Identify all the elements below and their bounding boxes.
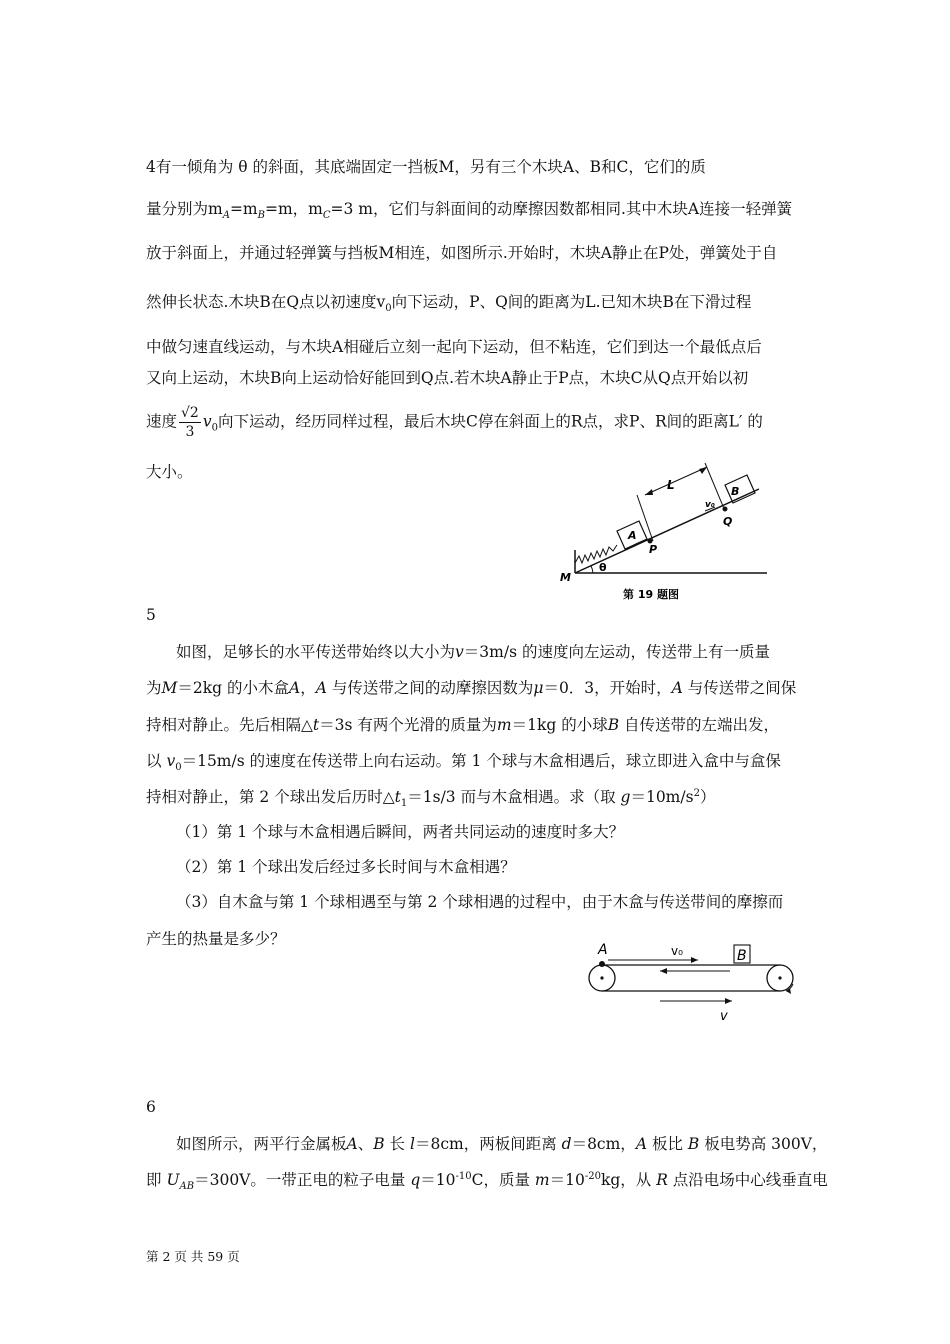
- p4-line-4: 然伸长状态.木块B在Q点以初速度$v_0$向下运动，P、Q间的距离为L.已知木块B在下滑过程: [146, 293, 752, 315]
- p4-line-5: 中做匀速直线运动，与木块A相碰后立刻一起向下运动，但不粘连，它们到达一个最低点后: [146, 338, 762, 356]
- figure-caption: 第 19 题图: [623, 588, 679, 601]
- label-P: P: [649, 543, 658, 556]
- label-v0: v₀: [705, 500, 715, 510]
- p5-question-3: （3）自木盒与第 1 个球相遇至与第 2 个球相遇的过程中，由于木盒与传送带间的摩擦而: [176, 893, 784, 911]
- p4-line-2: 量分别为$m_A=m_B=m$，$m_C=3$ m，它们与斜面间的动摩擦因数都相同.其中木块A连接一轻弹簧: [146, 200, 793, 222]
- p4-line-8: 大小。: [146, 463, 193, 481]
- p4-line-3: 放于斜面上，并通过轻弹簧与挡板M相连，如图所示.开始时，木块A静止在P处，弹簧处于自: [146, 244, 778, 262]
- p5-line-5: 持相对静止，第 2 个球出发后历时$\triangle t_1=1s/3$ 而与木盒相遇。求（取 $g=10m/s^2$）: [146, 787, 716, 810]
- p5-question-3-cont: 产生的热量是多少？: [146, 930, 286, 948]
- label-a: A: [598, 942, 608, 958]
- p4-line-1: 4有一倾角为 θ 的斜面，其底端固定一挡板M，另有三个木块A、B和C，它们的质: [146, 158, 706, 176]
- p5-question-1: （1）第 1 个球与木盒相遇后瞬间，两者共同运动的速度时多大？: [176, 823, 625, 841]
- conveyor-figure: [580, 935, 810, 1030]
- label-L: L: [667, 478, 675, 492]
- p5-line-3: 持相对静止。先后相隔△t＝3s 有两个光滑的质量为m＝1kg 的小球B 自传送带的左端出发，: [146, 716, 780, 734]
- p6-line-1: 如图所示，两平行金属板A、B 长 l＝8cm，两板间距离 d＝8cm，A 板比 B 板电势高 300V，: [176, 1135, 828, 1153]
- p5-line-2: 为M＝2kg 的小木盒A，A 与传送带之间的动摩擦因数为μ＝0．3，开始时，A 与传送带之间保: [146, 679, 797, 697]
- label-v: v: [720, 1009, 728, 1024]
- label-b: B: [737, 948, 747, 964]
- p6-number: 6: [146, 1098, 156, 1116]
- incline-figure: [555, 455, 775, 605]
- label-Q: Q: [723, 515, 733, 528]
- label-A: A: [628, 529, 637, 542]
- p4-line-7: 速度 $\frac{√2}{3}$ $v_0$向下运动，经历同样过程，最后木块C停在斜面上的R点，求P、R间的距离L′ 的: [146, 405, 763, 440]
- p6-line-2: 即 $U_{AB}=300V$。一带正电的粒子电量 $q=10^{-10}C$，质量 $m=10^{-20}kg$，从 R 点沿电场中心线垂直电: [146, 1170, 828, 1193]
- p5-number: 5: [146, 606, 156, 624]
- box-a: [599, 961, 605, 967]
- p5-line-1: 如图，足够长的水平传送带始终以大小为v＝3m/s 的速度向左运动，传送带上有一质量: [176, 643, 770, 661]
- label-B: B: [731, 485, 740, 498]
- p4-line-6: 又向上运动，木块B向上运动恰好能回到Q点.若木块A静止于P点，木块C从Q点开始以初: [146, 369, 749, 387]
- label-v0: v₀: [671, 944, 683, 958]
- block-b: [725, 475, 755, 503]
- p5-question-2: （2）第 1 个球出发后经过多长时间与木盒相遇？: [176, 858, 516, 876]
- fraction: $\frac{√2}{3}$: [181, 405, 199, 440]
- page-footer: 第 2 页 共 59 页: [146, 1249, 240, 1264]
- label-theta: θ: [599, 561, 607, 574]
- spring: [575, 545, 617, 563]
- p5-line-4: 以 $v_0=15m/s$ 的速度在传送带上向右运动。第 1 个球与木盒相遇后，球立即进入盒中与盒保: [146, 752, 781, 774]
- label-M: M: [560, 571, 571, 584]
